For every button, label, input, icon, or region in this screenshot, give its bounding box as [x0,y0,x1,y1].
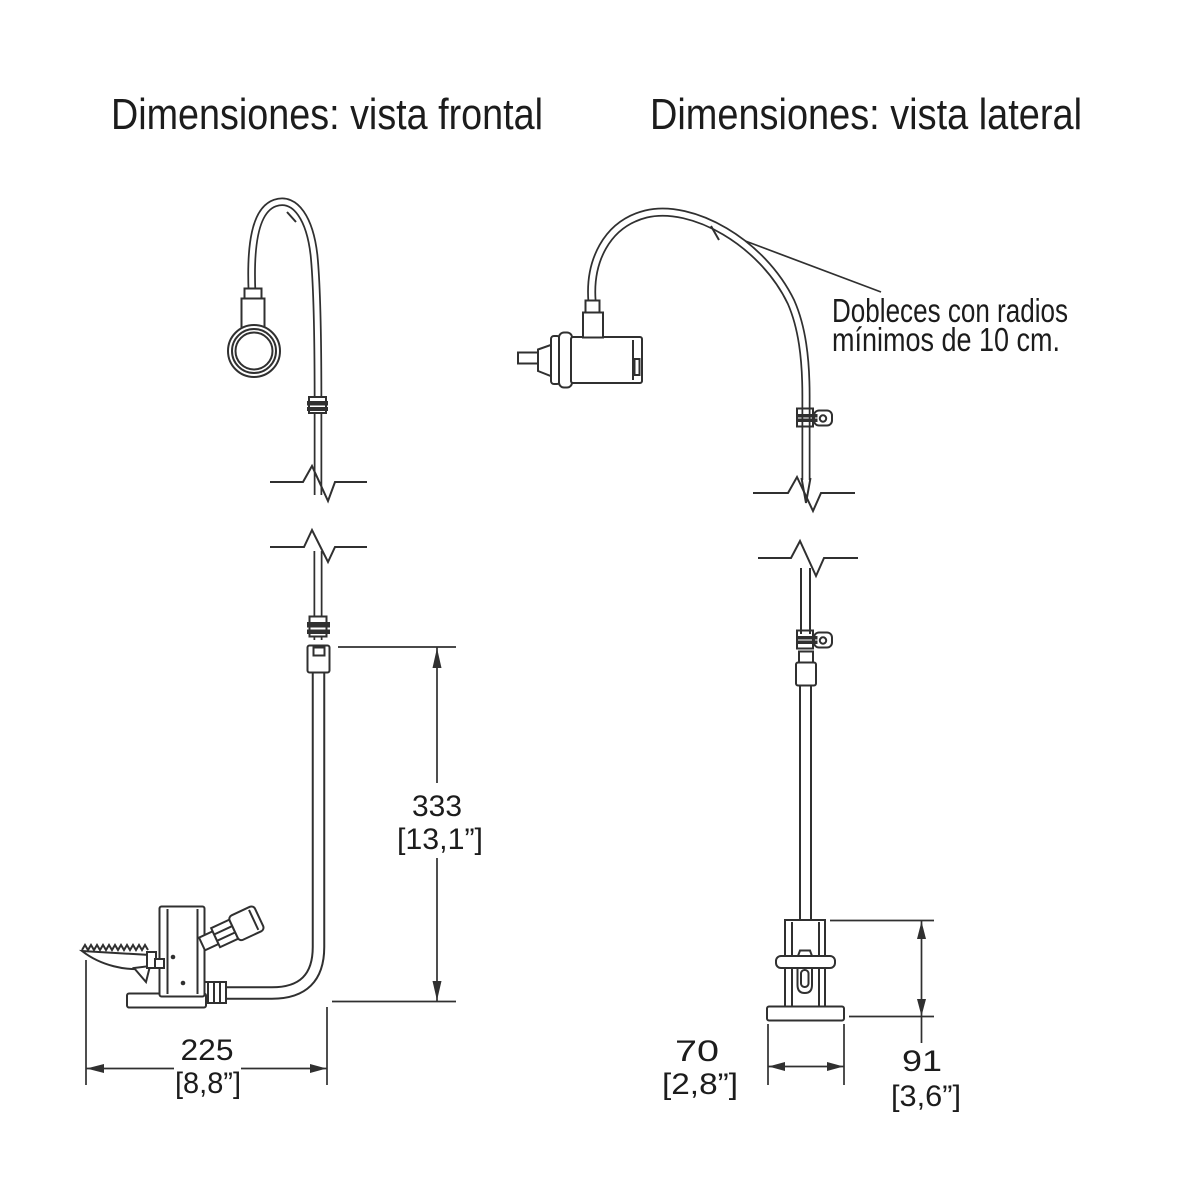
pedal-serration [82,945,148,950]
foot-pedal [82,945,164,982]
lateral-pedestal [767,920,844,1021]
frontal-width-in-label: [8,8”] [175,1067,241,1100]
frontal-spray-head [228,289,280,378]
lateral-spray-head [518,301,642,388]
lateral-riser-pipe [796,568,832,925]
lateral-base-width-dimension [768,1024,844,1085]
tube-joint-mark [287,212,296,222]
pedestal-base-plate [767,1007,844,1021]
lateral-view [518,90,1082,1113]
pedestal-flange [776,956,835,968]
valve-body [160,907,205,997]
lateral-break-upper [753,477,855,511]
frontal-title: Dimensiones: vista frontal [111,90,543,139]
lateral-title: Dimensiones: vista lateral [650,90,1082,139]
frontal-height-in-label: [13,1”] [397,823,483,856]
lateral-gooseneck-tube [592,212,806,428]
bend-note-line1: Dobleces con radios [832,292,1068,329]
pedestal-height-in-label: [3,6”] [891,1080,961,1113]
frontal-width-mm-label: 225 [180,1034,234,1067]
frontal-height-mm-label: 333 [412,790,462,823]
base-width-mm-label: 70 [675,1035,719,1068]
pedal-lever-side [798,968,813,993]
hose-fitting [196,905,265,956]
pedestal-height-mm-label: 91 [902,1045,942,1078]
bend-note-line2: mínimos de 10 cm. [832,321,1060,358]
base-width-in-label: [2,8”] [662,1068,738,1101]
frontal-view [82,90,543,1100]
